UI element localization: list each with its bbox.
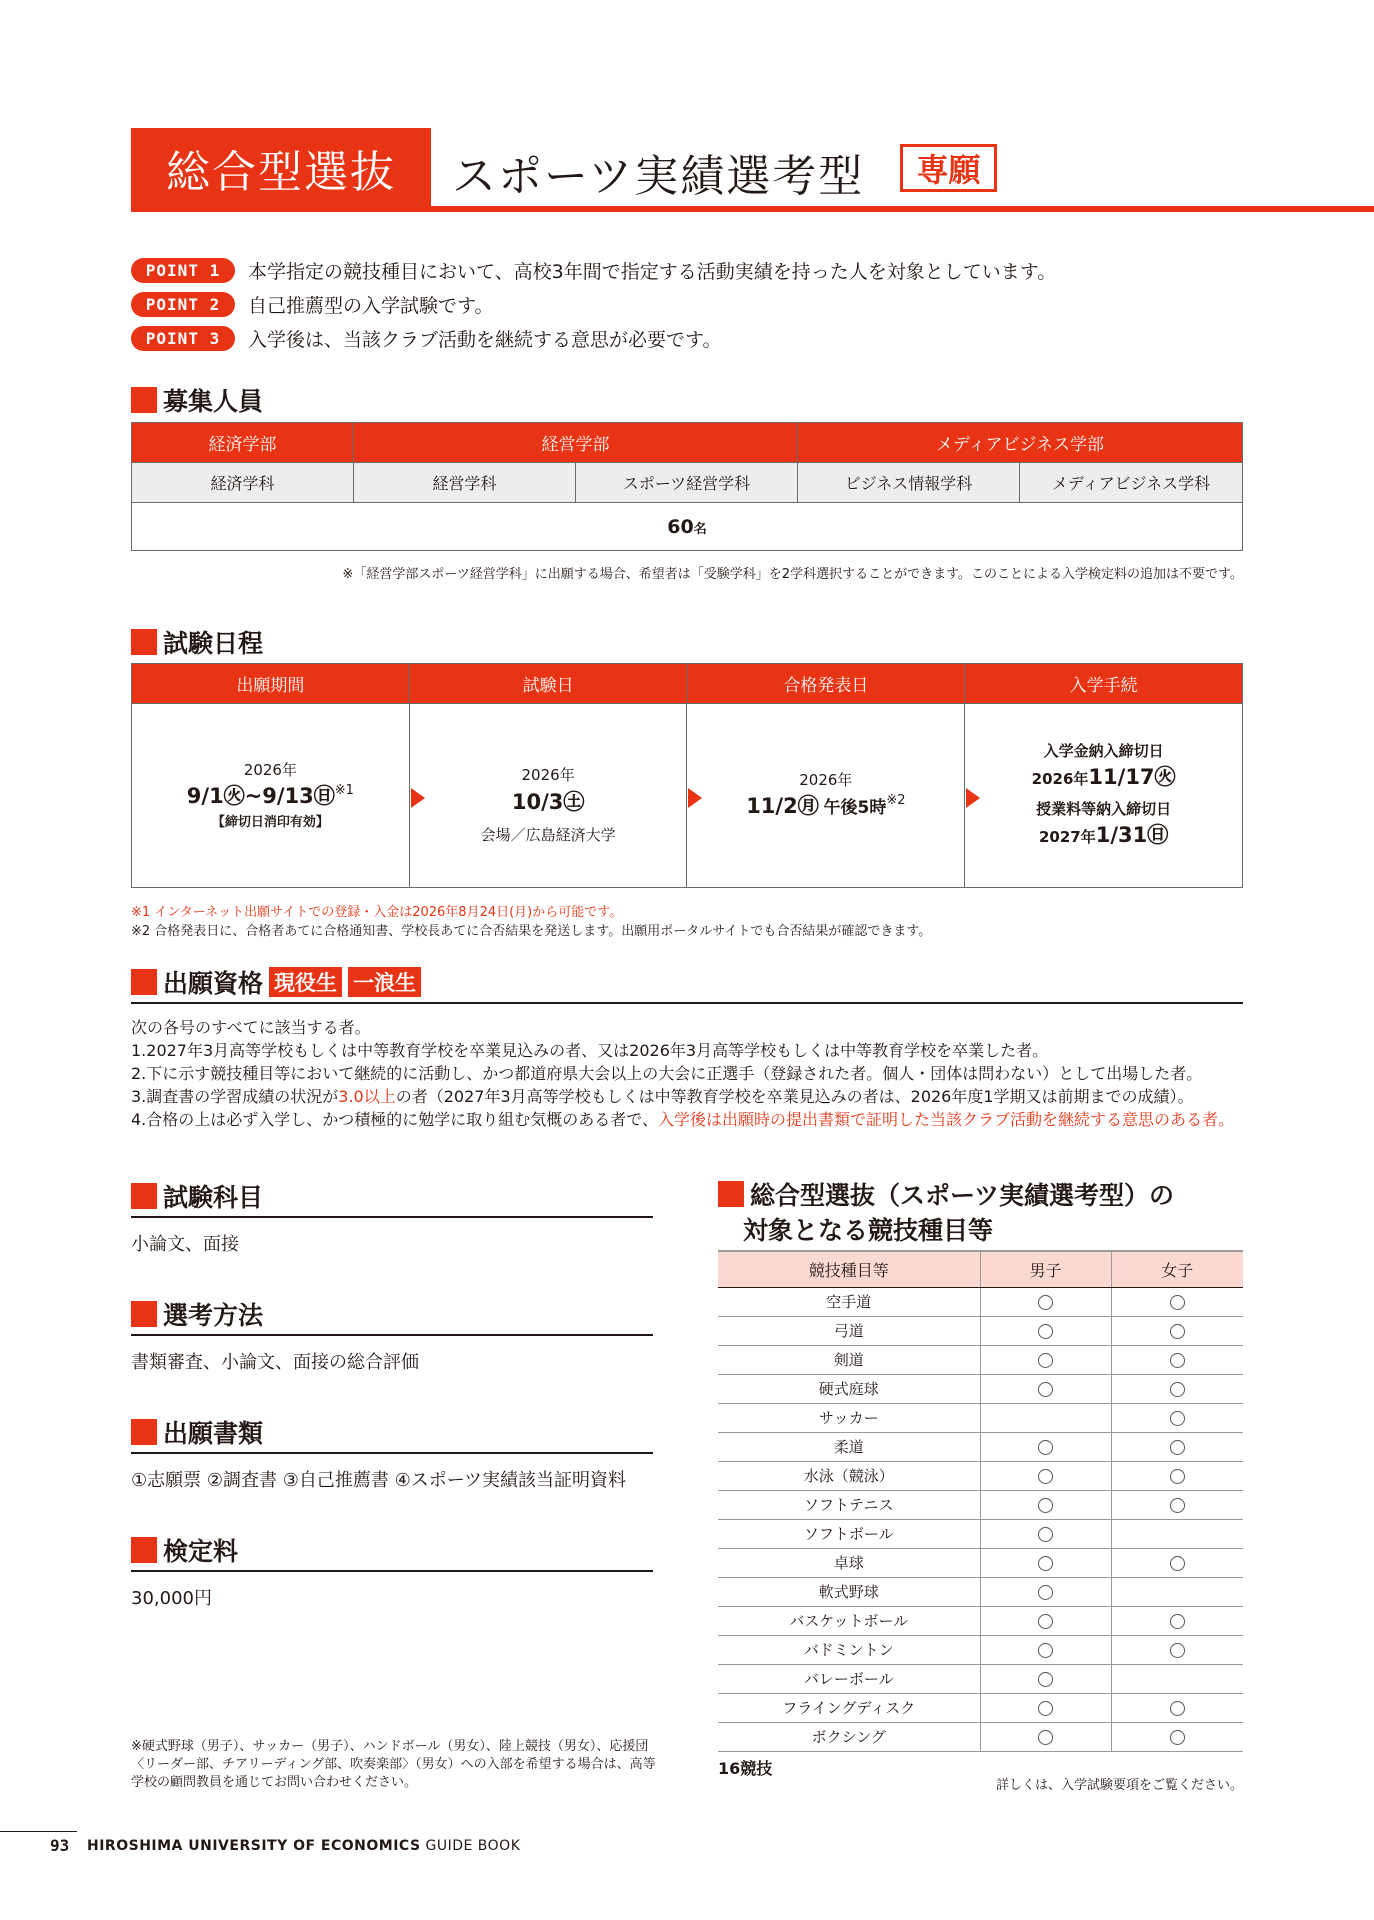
heading-marker bbox=[131, 1537, 157, 1563]
sport-female-cell bbox=[1111, 1490, 1243, 1519]
sport-female-cell bbox=[1111, 1316, 1243, 1345]
arrow-icon bbox=[966, 788, 980, 808]
footer-brand-suffix: GUIDE BOOK bbox=[425, 1838, 521, 1854]
heading-marker bbox=[131, 1419, 157, 1445]
sports-heading bbox=[718, 1176, 1174, 1212]
subjects-text: 小論文、面接 bbox=[131, 1234, 239, 1255]
sport-name: 剣道 bbox=[718, 1345, 980, 1374]
title-rule bbox=[131, 206, 1374, 212]
documents-text: ①志願票 ②調査書 ③自己推薦書 ④スポーツ実績該当証明資料 bbox=[131, 1470, 626, 1491]
circle-icon bbox=[1170, 1556, 1185, 1571]
circle-icon bbox=[1038, 1440, 1053, 1455]
circle-icon bbox=[1170, 1498, 1185, 1513]
sport-name: ソフトテニス bbox=[718, 1490, 980, 1519]
circle-icon bbox=[1170, 1469, 1185, 1484]
sports-more-note: 詳しくは、入学試験要項をご覧ください。 bbox=[995, 1778, 1243, 1793]
exam-venue: 会場／広島経済大学 bbox=[480, 826, 616, 845]
circle-icon bbox=[1170, 1382, 1185, 1397]
sport-female-cell bbox=[1111, 1287, 1243, 1316]
sport-female-cell bbox=[1111, 1548, 1243, 1577]
sport-male-cell bbox=[980, 1461, 1111, 1490]
eligibility-heading-text: 出願資格 bbox=[163, 969, 264, 998]
sport-female-cell bbox=[1111, 1432, 1243, 1461]
method-heading-text: 選考方法 bbox=[163, 1301, 264, 1330]
circle-icon bbox=[1038, 1382, 1053, 1397]
sports-heading-line-1: 総合型選抜（スポーツ実績選考型）の bbox=[750, 1181, 1175, 1210]
point-1-text: 本学指定の競技種目において、高校3年間で指定する活動実績を持った人を対象としています。 bbox=[248, 261, 1057, 283]
page-subtitle: スポーツ実績選考型 bbox=[452, 151, 865, 202]
circle-icon bbox=[1170, 1353, 1185, 1368]
eligibility-item-2: 2.下に示す競技種目等において継続的に活動し、かつ都道府県大会以上の大会に正選手（登録された者。個人・団体は問わない）として出場した者。 bbox=[131, 1064, 1203, 1083]
sport-name: ボクシング bbox=[718, 1722, 980, 1751]
tag-current-student: 現役生 bbox=[269, 967, 342, 997]
point-1-badge: POINT 1 bbox=[131, 258, 235, 283]
eligibility-item-3b: 3.0以上 bbox=[338, 1087, 396, 1106]
circle-icon bbox=[1170, 1411, 1185, 1426]
sport-name: 柔道 bbox=[718, 1432, 980, 1461]
procedure-date-1: 11/17㊋ bbox=[1088, 765, 1176, 789]
dept-sports-management: スポーツ経営学科 bbox=[576, 463, 798, 503]
circle-icon bbox=[1170, 1324, 1185, 1339]
sport-female-cell bbox=[1111, 1577, 1243, 1606]
dept-management: 経営学科 bbox=[354, 463, 576, 503]
left-note: ※硬式野球（男子）、サッカー（男子）、ハンドボール（男女）、陸上競技（男女）、応援団〈リーダー部、チアリーディング部、吹奏楽部〉（男女）への入部を希望する場合は、高等学校の顧問教員を通じてお問い合わせください。 bbox=[131, 1739, 656, 1790]
circle-icon bbox=[1038, 1730, 1053, 1745]
sport-name: 空手道 bbox=[718, 1287, 980, 1316]
faculty-economics: 経済学部 bbox=[132, 423, 354, 463]
page-number: 93 bbox=[50, 1836, 70, 1855]
circle-icon bbox=[1170, 1614, 1185, 1629]
col-sport: 競技種目等 bbox=[718, 1251, 980, 1287]
col-female: 女子 bbox=[1111, 1251, 1243, 1287]
faculty-management: 経営学部 bbox=[354, 423, 798, 463]
documents-rule bbox=[131, 1452, 653, 1454]
sport-male-cell bbox=[980, 1606, 1111, 1635]
sport-male-cell bbox=[980, 1519, 1111, 1548]
sport-male-cell bbox=[980, 1693, 1111, 1722]
sports-rows bbox=[718, 1287, 1243, 1751]
procedure-date-2: 1/31㊐ bbox=[1095, 823, 1169, 847]
heading-marker bbox=[131, 969, 157, 995]
sport-male-cell bbox=[980, 1664, 1111, 1693]
sport-male-cell bbox=[980, 1287, 1111, 1316]
documents-heading-text: 出願書類 bbox=[163, 1419, 264, 1448]
schedule-note-2: ※2 合格発表日に、合格者あてに合格通知書、学校長あてに合否結果を発送します。出願用ポータルサイトでも合否結果が確認できます。 bbox=[131, 924, 932, 939]
sports-row bbox=[718, 1577, 1243, 1606]
sports-row bbox=[718, 1374, 1243, 1403]
eligibility-body bbox=[131, 1016, 1271, 1131]
footer-brand-name: HIROSHIMA UNIVERSITY OF ECONOMICS bbox=[87, 1838, 421, 1854]
sport-male-cell bbox=[980, 1577, 1111, 1606]
sport-name: ソフトボール bbox=[718, 1519, 980, 1548]
col-exam-date: 試験日 bbox=[409, 664, 687, 704]
arrow-icon bbox=[411, 788, 425, 808]
footer-brand bbox=[87, 1838, 520, 1854]
point-3-badge: POINT 3 bbox=[131, 326, 235, 351]
sport-female-cell bbox=[1111, 1635, 1243, 1664]
circle-icon bbox=[1038, 1585, 1053, 1600]
eligibility-item-3a: 3.調査書の学習成績の状況が bbox=[131, 1087, 339, 1106]
eligibility-rule bbox=[131, 1002, 1243, 1004]
procedure-cell bbox=[965, 704, 1243, 888]
exam-year: 2026年 bbox=[521, 766, 575, 785]
capacity bbox=[132, 503, 1243, 551]
sports-row bbox=[718, 1316, 1243, 1345]
sports-row bbox=[718, 1548, 1243, 1577]
heading-marker bbox=[131, 629, 157, 655]
point-2-text: 自己推薦型の入学試験です。 bbox=[248, 295, 494, 317]
sports-row bbox=[718, 1722, 1243, 1751]
sports-row bbox=[718, 1519, 1243, 1548]
sport-female-cell bbox=[1111, 1461, 1243, 1490]
sports-row bbox=[718, 1287, 1243, 1316]
sport-female-cell bbox=[1111, 1693, 1243, 1722]
sport-male-cell bbox=[980, 1316, 1111, 1345]
exam-date-cell bbox=[409, 704, 687, 888]
sports-row bbox=[718, 1606, 1243, 1635]
result-mark: ※2 bbox=[886, 793, 906, 808]
capacity-unit: 名 bbox=[693, 521, 707, 537]
subjects-heading bbox=[131, 1178, 263, 1214]
result-time: 午後5時 bbox=[823, 798, 887, 818]
procedure-year-1: 2026年 bbox=[1031, 770, 1089, 788]
tag-one-year-graduate: 一浪生 bbox=[348, 967, 421, 997]
apply-note: 【締切日消印有効】 bbox=[211, 814, 329, 830]
method-heading bbox=[131, 1296, 263, 1332]
circle-icon bbox=[1038, 1701, 1053, 1716]
sport-name: バレーボール bbox=[718, 1664, 980, 1693]
capacity-number: 60 bbox=[667, 515, 694, 538]
sport-name: 硬式庭球 bbox=[718, 1374, 980, 1403]
sports-row bbox=[718, 1693, 1243, 1722]
schedule-heading bbox=[131, 624, 263, 660]
col-male: 男子 bbox=[980, 1251, 1111, 1287]
circle-icon bbox=[1170, 1643, 1185, 1658]
col-apply-period: 出願期間 bbox=[132, 664, 410, 704]
sport-female-cell bbox=[1111, 1403, 1243, 1432]
sports-row bbox=[718, 1403, 1243, 1432]
recruit-heading bbox=[131, 382, 263, 418]
circle-icon bbox=[1038, 1643, 1053, 1658]
procedure-label-1: 入学金納入締切日 bbox=[1043, 741, 1164, 760]
heading-marker bbox=[131, 1183, 157, 1209]
sports-row bbox=[718, 1432, 1243, 1461]
schedule-heading-text: 試験日程 bbox=[163, 629, 264, 658]
circle-icon bbox=[1170, 1701, 1185, 1716]
circle-icon bbox=[1170, 1730, 1185, 1745]
sengan-badge: 専願 bbox=[900, 144, 997, 192]
faculty-media-business: メディアビジネス学部 bbox=[798, 423, 1243, 463]
sport-name: 卓球 bbox=[718, 1548, 980, 1577]
procedure-year-2: 2027年 bbox=[1038, 828, 1096, 846]
apply-period-cell bbox=[132, 704, 410, 888]
result-date: 11/2㊊ bbox=[746, 794, 819, 818]
recruit-note: ※「経営学部スポーツ経営学科」に出願する場合、希望者は「受験学科」を2学科選択することができます。このことによる入学検定料の追加は不要です。 bbox=[342, 567, 1243, 582]
circle-icon bbox=[1038, 1498, 1053, 1513]
dept-media-business: メディアビジネス学科 bbox=[1020, 463, 1243, 503]
apply-dates: 9/1㊋~9/13㊐ bbox=[186, 784, 335, 809]
circle-icon bbox=[1038, 1469, 1053, 1484]
sport-male-cell bbox=[980, 1490, 1111, 1519]
sport-name: 水泳（競泳） bbox=[718, 1461, 980, 1490]
documents-heading bbox=[131, 1414, 263, 1450]
result-date-cell bbox=[687, 704, 965, 888]
sports-row bbox=[718, 1490, 1243, 1519]
fee-text: 30,000円 bbox=[131, 1588, 212, 1609]
sport-name: バスケットボール bbox=[718, 1606, 980, 1635]
sport-name: 軟式野球 bbox=[718, 1577, 980, 1606]
eligibility-item-1: 1.2027年3月高等学校もしくは中等教育学校を卒業見込みの者、又は2026年3月高等学校もしくは中等教育学校を卒業した者。 bbox=[131, 1041, 1049, 1060]
sport-male-cell bbox=[980, 1403, 1111, 1432]
fee-rule bbox=[131, 1570, 653, 1572]
dept-economics: 経済学科 bbox=[132, 463, 354, 503]
sports-heading-line-2: 対象となる競技種目等 bbox=[743, 1216, 994, 1245]
circle-icon bbox=[1038, 1527, 1053, 1542]
col-result-date: 合格発表日 bbox=[687, 664, 965, 704]
apply-year: 2026年 bbox=[243, 760, 297, 779]
sports-row bbox=[718, 1664, 1243, 1693]
circle-icon bbox=[1038, 1324, 1053, 1339]
sport-name: バドミントン bbox=[718, 1635, 980, 1664]
sport-male-cell bbox=[980, 1374, 1111, 1403]
sports-row bbox=[718, 1635, 1243, 1664]
heading-marker bbox=[131, 1301, 157, 1327]
sport-female-cell bbox=[1111, 1345, 1243, 1374]
subjects-heading-text: 試験科目 bbox=[163, 1183, 264, 1212]
sport-male-cell bbox=[980, 1345, 1111, 1374]
subjects-rule bbox=[131, 1216, 653, 1218]
apply-mark: ※1 bbox=[334, 783, 354, 799]
schedule-note-1: ※1 インターネット出願サイトでの登録・入金は2026年8月24日(月)から可能です。 bbox=[131, 905, 623, 920]
footer-rule bbox=[0, 1831, 77, 1832]
procedure-label-2: 授業料等納入締切日 bbox=[1036, 799, 1172, 818]
method-rule bbox=[131, 1334, 653, 1336]
fee-heading bbox=[131, 1532, 238, 1568]
exam-date: 10/3㊏ bbox=[511, 789, 585, 814]
fee-heading-text: 検定料 bbox=[163, 1537, 239, 1566]
sport-male-cell bbox=[980, 1548, 1111, 1577]
sport-name: 弓道 bbox=[718, 1316, 980, 1345]
sport-name: サッカー bbox=[718, 1403, 980, 1432]
sport-male-cell bbox=[980, 1432, 1111, 1461]
sport-female-cell bbox=[1111, 1664, 1243, 1693]
circle-icon bbox=[1038, 1295, 1053, 1310]
heading-marker bbox=[131, 387, 157, 413]
dept-business-info: ビジネス情報学科 bbox=[798, 463, 1020, 503]
schedule-table bbox=[131, 663, 1243, 888]
circle-icon bbox=[1038, 1672, 1053, 1687]
method-text: 書類審査、小論文、面接の総合評価 bbox=[131, 1352, 419, 1373]
sport-female-cell bbox=[1111, 1722, 1243, 1751]
sport-name: フライングディスク bbox=[718, 1693, 980, 1722]
eligibility-item-4a: 4.合格の上は必ず入学し、かつ積極的に勉学に取り組む気概のある者で、 bbox=[131, 1110, 658, 1129]
recruit-heading-text: 募集人員 bbox=[163, 387, 264, 416]
result-year: 2026年 bbox=[799, 770, 853, 789]
circle-icon bbox=[1038, 1556, 1053, 1571]
circle-icon bbox=[1170, 1440, 1185, 1455]
heading-marker bbox=[718, 1181, 744, 1207]
col-procedure: 入学手続 bbox=[965, 664, 1243, 704]
eligibility-heading bbox=[131, 964, 421, 1000]
arrow-icon bbox=[688, 788, 702, 808]
sports-row bbox=[718, 1461, 1243, 1490]
sports-count: 16競技 bbox=[718, 1759, 773, 1778]
circle-icon bbox=[1038, 1614, 1053, 1629]
sport-male-cell bbox=[980, 1722, 1111, 1751]
sport-male-cell bbox=[980, 1635, 1111, 1664]
eligibility-item-4b: 入学後は出願時の提出書類で証明した当該クラブ活動を継続する意思のある者。 bbox=[657, 1110, 1234, 1129]
sport-female-cell bbox=[1111, 1606, 1243, 1635]
point-3-text: 入学後は、当該クラブ活動を継続する意思が必要です。 bbox=[248, 329, 722, 351]
circle-icon bbox=[1170, 1295, 1185, 1310]
eligibility-intro: 次の各号のすべてに該当する者。 bbox=[131, 1018, 371, 1037]
page-title: 総合型選抜 bbox=[131, 128, 431, 208]
point-2-badge: POINT 2 bbox=[131, 292, 235, 317]
sport-female-cell bbox=[1111, 1519, 1243, 1548]
eligibility-item-3c: の者（2027年3月高等学校もしくは中等教育学校を卒業見込みの者は、2026年度1学期又は前期までの成績）。 bbox=[395, 1087, 1194, 1106]
recruit-table bbox=[131, 422, 1243, 551]
circle-icon bbox=[1038, 1353, 1053, 1368]
sports-table bbox=[718, 1250, 1243, 1752]
sport-female-cell bbox=[1111, 1374, 1243, 1403]
sports-row bbox=[718, 1345, 1243, 1374]
